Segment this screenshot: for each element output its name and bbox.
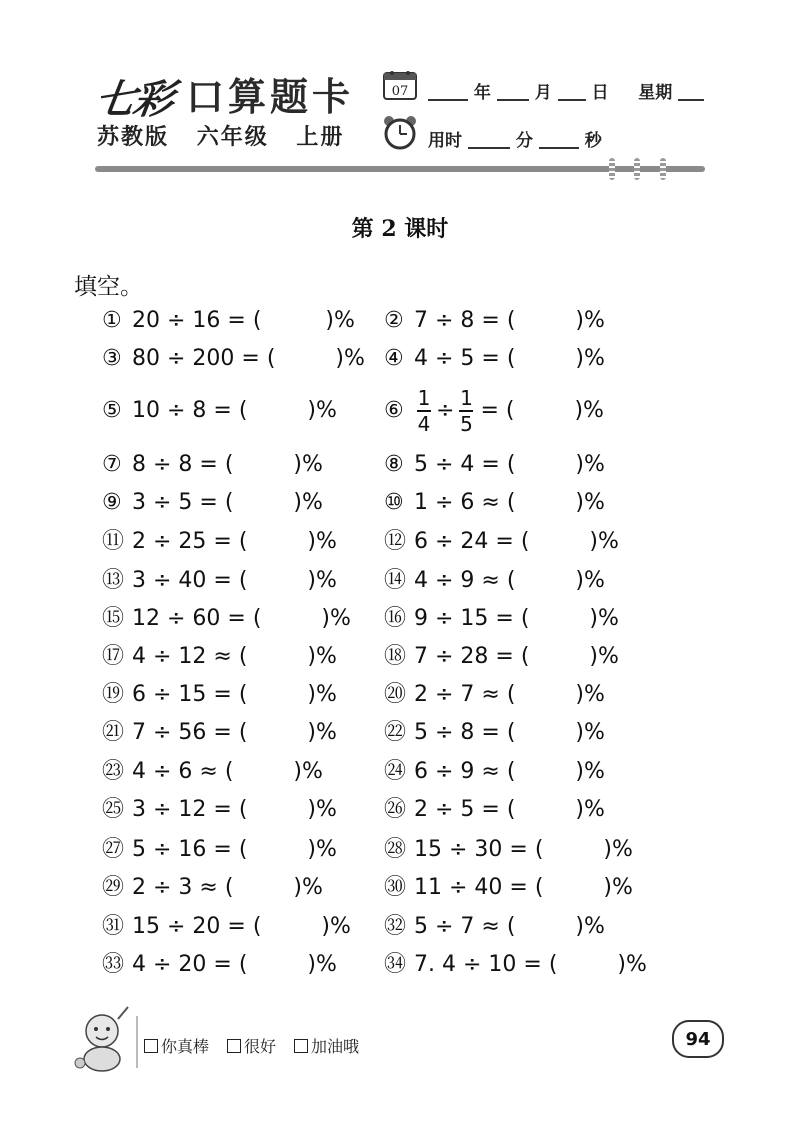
calendar-icon bbox=[383, 70, 417, 100]
problem-item bbox=[384, 757, 605, 787]
problem-number: ⑫ bbox=[384, 529, 407, 554]
percent-suffix: )% bbox=[589, 606, 619, 631]
problem-item bbox=[384, 873, 633, 903]
denominator: 5 bbox=[460, 412, 473, 436]
year-label: 年 bbox=[473, 83, 491, 103]
problem-item bbox=[384, 488, 605, 518]
problem-number: ㉝ bbox=[102, 952, 125, 977]
problem-expression: 2 ÷ 25 = ( bbox=[132, 529, 248, 554]
edition-grade: 六年级 bbox=[196, 125, 269, 150]
seconds-label: 秒 bbox=[584, 131, 602, 151]
answer-blank[interactable] bbox=[515, 798, 573, 822]
problem-number: ㉛ bbox=[102, 914, 125, 939]
problem-item bbox=[102, 604, 351, 634]
problem-item bbox=[384, 604, 619, 634]
answer-blank[interactable] bbox=[515, 309, 573, 333]
answer-blank[interactable] bbox=[261, 309, 323, 333]
answer-blank[interactable] bbox=[515, 760, 573, 784]
problem-number: ⑯ bbox=[384, 606, 407, 631]
brand-mark: 七彩 bbox=[92, 76, 175, 123]
numerator: 1 bbox=[460, 386, 473, 410]
problem-expression: 3 ÷ 5 = ( bbox=[132, 490, 234, 515]
problem-expression: 3 ÷ 40 = ( bbox=[132, 568, 248, 593]
checkbox[interactable] bbox=[227, 1039, 241, 1053]
problem-number: ⑭ bbox=[384, 568, 407, 593]
problem-item bbox=[384, 950, 647, 980]
problem-number: ⑨ bbox=[102, 490, 122, 515]
percent-suffix: )% bbox=[293, 452, 323, 477]
rating-option-good[interactable] bbox=[227, 1034, 276, 1057]
answer-blank[interactable] bbox=[261, 607, 319, 631]
weekday-label: 星期 bbox=[638, 83, 673, 103]
answer-blank[interactable] bbox=[515, 453, 573, 477]
time-label: 用时 bbox=[428, 131, 462, 151]
answer-blank[interactable] bbox=[515, 721, 573, 745]
problem-expression: 3 ÷ 12 = ( bbox=[132, 797, 248, 822]
answer-blank[interactable] bbox=[543, 876, 601, 900]
calendar-day: 07 bbox=[391, 84, 409, 99]
answer-blank[interactable] bbox=[247, 530, 305, 554]
problem-expression: 6 ÷ 15 = ( bbox=[132, 682, 248, 707]
problem-number: ⑤ bbox=[102, 398, 122, 423]
rating-label: 你真棒 bbox=[161, 1037, 210, 1056]
problem-item bbox=[384, 912, 605, 942]
checkbox[interactable] bbox=[294, 1039, 308, 1053]
self-rating-group bbox=[144, 1034, 359, 1057]
answer-blank[interactable] bbox=[557, 953, 615, 977]
percent-suffix: )% bbox=[603, 837, 633, 862]
problem-expression: 6 ÷ 24 = ( bbox=[414, 529, 530, 554]
problem-expression: 8 ÷ 8 = ( bbox=[132, 452, 234, 477]
percent-suffix: )% bbox=[575, 568, 605, 593]
problem-number: ⑱ bbox=[384, 644, 407, 669]
problem-expression: 9 ÷ 15 = ( bbox=[414, 606, 530, 631]
problem-item bbox=[102, 566, 337, 596]
answer-blank[interactable] bbox=[529, 530, 587, 554]
problem-number: ② bbox=[384, 308, 404, 333]
problem-item bbox=[384, 306, 605, 336]
percent-suffix: )% bbox=[574, 398, 604, 423]
problem-expression: 4 ÷ 5 = ( bbox=[414, 346, 516, 371]
percent-suffix: )% bbox=[335, 346, 365, 371]
problem-item bbox=[102, 450, 323, 480]
answer-blank[interactable] bbox=[247, 798, 305, 822]
answer-blank[interactable] bbox=[515, 915, 573, 939]
fraction bbox=[459, 387, 473, 435]
rating-label: 加油哦 bbox=[311, 1037, 360, 1056]
answer-blank[interactable] bbox=[247, 683, 305, 707]
mascot-icon bbox=[70, 1005, 132, 1075]
problem-expression: 80 ÷ 200 = ( bbox=[132, 346, 276, 371]
answer-blank[interactable] bbox=[514, 399, 572, 423]
problem-expression: 6 ÷ 9 ≈ ( bbox=[414, 759, 516, 784]
brand-title: 口算题卡 bbox=[186, 75, 355, 119]
problem-item bbox=[384, 795, 605, 825]
answer-blank[interactable] bbox=[261, 915, 319, 939]
problem-expression: 2 ÷ 3 ≈ ( bbox=[132, 875, 234, 900]
problem-number: ㉚ bbox=[384, 875, 407, 900]
edition-volume: 上册 bbox=[296, 125, 345, 150]
problem-item bbox=[384, 835, 633, 865]
problem-expression: 5 ÷ 8 = ( bbox=[414, 720, 516, 745]
problem-expression: 5 ÷ 16 = ( bbox=[132, 837, 248, 862]
edition-publisher: 苏教版 bbox=[97, 125, 170, 150]
lesson-title: 第 2 课时 bbox=[351, 216, 449, 242]
date-fill-line bbox=[428, 78, 704, 103]
percent-suffix: )% bbox=[307, 398, 337, 423]
percent-suffix: )% bbox=[321, 606, 351, 631]
problem-number: ㉘ bbox=[384, 837, 407, 862]
problem-number: ③ bbox=[102, 346, 122, 371]
problem-item bbox=[102, 488, 323, 518]
problem-number: ㉑ bbox=[102, 720, 125, 745]
percent-suffix: )% bbox=[307, 720, 337, 745]
problem-expression: 7 ÷ 8 = ( bbox=[414, 308, 516, 333]
problem-expression: 15 ÷ 30 = ( bbox=[414, 837, 544, 862]
percent-suffix: )% bbox=[293, 759, 323, 784]
problem-item bbox=[102, 950, 337, 980]
problem-item bbox=[102, 306, 355, 336]
problem-number: ⑰ bbox=[102, 644, 125, 669]
percent-suffix: )% bbox=[307, 952, 337, 977]
answer-blank[interactable] bbox=[543, 838, 601, 862]
problem-expression: 10 ÷ 8 = ( bbox=[132, 398, 248, 423]
problem-number: ⑳ bbox=[384, 682, 407, 707]
problem-item bbox=[102, 795, 337, 825]
problem-number: ⑪ bbox=[102, 529, 125, 554]
problem-expression: 7. 4 ÷ 10 = ( bbox=[414, 952, 558, 977]
problem-item bbox=[102, 642, 337, 672]
problem-item bbox=[384, 383, 604, 439]
problem-number: ㉒ bbox=[384, 720, 407, 745]
answer-blank[interactable] bbox=[515, 491, 573, 515]
problem-expression: 5 ÷ 7 ≈ ( bbox=[414, 914, 516, 939]
problem-expression: 15 ÷ 20 = ( bbox=[132, 914, 262, 939]
binder-ring-icon bbox=[609, 158, 615, 180]
answer-blank[interactable] bbox=[247, 569, 305, 593]
percent-suffix: )% bbox=[575, 759, 605, 784]
problem-number: ⑬ bbox=[102, 568, 125, 593]
percent-suffix: )% bbox=[589, 529, 619, 554]
problem-number: ㉓ bbox=[102, 759, 125, 784]
problem-item bbox=[384, 450, 605, 480]
problem-expression: = ( bbox=[480, 398, 515, 423]
answer-blank[interactable] bbox=[233, 760, 291, 784]
problem-item bbox=[102, 527, 337, 557]
problem-expression: 4 ÷ 6 ≈ ( bbox=[132, 759, 234, 784]
problem-item bbox=[102, 835, 337, 865]
edition-line bbox=[97, 120, 362, 151]
minutes-label: 分 bbox=[515, 131, 533, 151]
percent-suffix: )% bbox=[575, 308, 605, 333]
percent-suffix: )% bbox=[307, 682, 337, 707]
denominator: 4 bbox=[417, 412, 431, 436]
problem-expression: 5 ÷ 4 = ( bbox=[414, 452, 516, 477]
problem-number: ㉗ bbox=[102, 837, 125, 862]
problem-item bbox=[102, 873, 323, 903]
problem-item bbox=[102, 344, 365, 374]
percent-suffix: )% bbox=[325, 308, 355, 333]
problem-expression: 7 ÷ 56 = ( bbox=[132, 720, 248, 745]
problem-number: ㉖ bbox=[384, 797, 407, 822]
day-label: 日 bbox=[591, 83, 609, 103]
percent-suffix: )% bbox=[293, 875, 323, 900]
problem-number: ⑧ bbox=[384, 452, 404, 477]
problem-number: ① bbox=[102, 308, 122, 333]
answer-blank[interactable] bbox=[529, 607, 587, 631]
percent-suffix: )% bbox=[307, 529, 337, 554]
percent-suffix: )% bbox=[307, 644, 337, 669]
instruction: 填空。 bbox=[74, 274, 143, 300]
answer-blank[interactable] bbox=[233, 453, 291, 477]
percent-suffix: )% bbox=[575, 797, 605, 822]
problem-expression: 2 ÷ 7 ≈ ( bbox=[414, 682, 516, 707]
operator: ÷ bbox=[436, 398, 455, 423]
problem-item bbox=[102, 757, 323, 787]
answer-blank[interactable] bbox=[529, 645, 587, 669]
answer-blank[interactable] bbox=[247, 953, 305, 977]
percent-suffix: )% bbox=[293, 490, 323, 515]
problem-expression: 11 ÷ 40 = ( bbox=[414, 875, 544, 900]
percent-suffix: )% bbox=[589, 644, 619, 669]
problem-expression: 4 ÷ 12 ≈ ( bbox=[132, 644, 248, 669]
answer-blank[interactable] bbox=[515, 683, 573, 707]
problem-number: ㉙ bbox=[102, 875, 125, 900]
percent-suffix: )% bbox=[307, 797, 337, 822]
problem-expression: 4 ÷ 9 ≈ ( bbox=[414, 568, 516, 593]
answer-blank[interactable] bbox=[247, 721, 305, 745]
problem-item bbox=[384, 642, 619, 672]
percent-suffix: )% bbox=[307, 837, 337, 862]
percent-suffix: )% bbox=[617, 952, 647, 977]
percent-suffix: )% bbox=[321, 914, 351, 939]
problem-number: ⑩ bbox=[384, 490, 404, 515]
problem-expression: 1 ÷ 6 ≈ ( bbox=[414, 490, 516, 515]
percent-suffix: )% bbox=[575, 914, 605, 939]
answer-blank[interactable] bbox=[275, 347, 333, 371]
answer-blank[interactable] bbox=[515, 347, 573, 371]
problem-number: ⑲ bbox=[102, 682, 125, 707]
binder-ring-icon bbox=[634, 158, 640, 180]
fraction bbox=[417, 387, 431, 435]
answer-blank[interactable] bbox=[247, 399, 305, 423]
percent-suffix: )% bbox=[603, 875, 633, 900]
page-number: 94 bbox=[672, 1020, 724, 1058]
month-label: 月 bbox=[534, 83, 552, 103]
footer-divider bbox=[136, 1016, 138, 1068]
problem-expression: 4 ÷ 20 = ( bbox=[132, 952, 248, 977]
percent-suffix: )% bbox=[575, 346, 605, 371]
rating-label: 很好 bbox=[244, 1037, 277, 1056]
answer-blank[interactable] bbox=[515, 569, 573, 593]
rating-option-great[interactable] bbox=[144, 1034, 209, 1057]
problem-item bbox=[384, 527, 619, 557]
problem-item bbox=[102, 718, 337, 748]
problem-item bbox=[384, 566, 605, 596]
checkbox[interactable] bbox=[144, 1039, 158, 1053]
alarm-clock-icon bbox=[382, 114, 418, 150]
problem-number: ⑥ bbox=[384, 398, 404, 423]
problem-expression: 2 ÷ 5 = ( bbox=[414, 797, 516, 822]
problem-number: ㉜ bbox=[384, 914, 407, 939]
percent-suffix: )% bbox=[307, 568, 337, 593]
time-fill-line bbox=[428, 126, 602, 151]
rating-option-keep-going[interactable] bbox=[294, 1034, 359, 1057]
answer-blank[interactable] bbox=[233, 876, 291, 900]
problem-expression: 7 ÷ 28 = ( bbox=[414, 644, 530, 669]
answer-blank[interactable] bbox=[247, 645, 305, 669]
problem-number: ㉞ bbox=[384, 952, 407, 977]
problem-item bbox=[102, 912, 351, 942]
percent-suffix: )% bbox=[575, 682, 605, 707]
problem-expression: 20 ÷ 16 = ( bbox=[132, 308, 262, 333]
problem-item bbox=[102, 396, 337, 426]
percent-suffix: )% bbox=[575, 452, 605, 477]
percent-suffix: )% bbox=[575, 490, 605, 515]
problem-item bbox=[384, 680, 605, 710]
problem-expression: 12 ÷ 60 = ( bbox=[132, 606, 262, 631]
problem-number: ④ bbox=[384, 346, 404, 371]
answer-blank[interactable] bbox=[233, 491, 291, 515]
binder-ring-icon bbox=[660, 158, 666, 180]
numerator: 1 bbox=[417, 386, 431, 410]
problem-item bbox=[384, 718, 605, 748]
problem-item bbox=[384, 344, 605, 374]
problem-number: ㉕ bbox=[102, 797, 125, 822]
percent-suffix: )% bbox=[575, 720, 605, 745]
problem-number: ⑮ bbox=[102, 606, 125, 631]
problem-number: ⑦ bbox=[102, 452, 122, 477]
answer-blank[interactable] bbox=[247, 838, 305, 862]
problem-item bbox=[102, 680, 337, 710]
problem-number: ㉔ bbox=[384, 759, 407, 784]
